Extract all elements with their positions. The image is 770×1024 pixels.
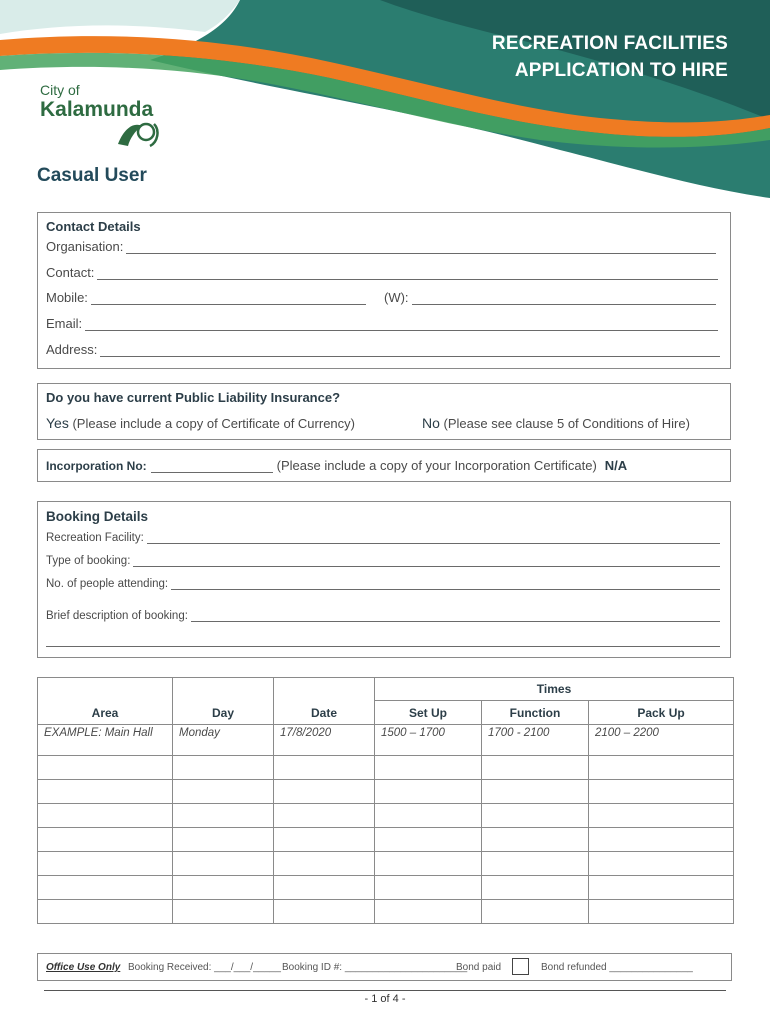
recreation-facility-field[interactable] (46, 532, 720, 544)
table-cell[interactable] (589, 780, 734, 804)
table-cell[interactable] (38, 852, 173, 876)
people-attending-field[interactable] (46, 578, 720, 590)
insurance-no-option[interactable]: No (422, 415, 440, 431)
contact-details-title: Contact Details (46, 219, 141, 234)
col-header-date: Date (274, 678, 375, 725)
table-row (38, 852, 734, 876)
example-area: EXAMPLE: Main Hall (38, 725, 173, 756)
table-cell[interactable] (274, 852, 375, 876)
table-cell[interactable] (375, 828, 482, 852)
contact-details-section (37, 212, 731, 369)
booking-id-field[interactable]: Booking ID #: ______________________ (282, 962, 468, 973)
email-field[interactable] (46, 316, 718, 331)
table-row (38, 804, 734, 828)
table-cell[interactable] (274, 828, 375, 852)
table-cell[interactable] (38, 780, 173, 804)
table-cell[interactable] (274, 876, 375, 900)
table-cell[interactable] (375, 876, 482, 900)
example-day: Monday (173, 725, 274, 756)
title-line-1: RECREATION FACILITIES (491, 33, 728, 54)
city-logo (40, 82, 165, 152)
table-cell[interactable] (173, 852, 274, 876)
office-use-label: Office Use Only (46, 962, 121, 973)
booking-description-line-2[interactable] (46, 635, 720, 647)
people-attending-label: No. of people attending: (46, 578, 169, 590)
incorporation-na-option[interactable]: N/A (604, 458, 628, 473)
col-header-day: Day (173, 678, 274, 725)
booking-details-title: Booking Details (46, 509, 149, 524)
work-phone-label: (W): (384, 290, 409, 305)
table-row (38, 756, 734, 780)
insurance-yes-option[interactable]: Yes (46, 415, 69, 431)
table-row (38, 780, 734, 804)
address-field[interactable] (46, 342, 720, 357)
organisation-field[interactable] (46, 239, 716, 254)
table-cell[interactable] (375, 804, 482, 828)
table-cell[interactable] (274, 756, 375, 780)
table-row (38, 900, 734, 924)
table-cell[interactable] (274, 780, 375, 804)
booking-details-section (37, 501, 731, 658)
table-cell[interactable] (589, 828, 734, 852)
table-cell[interactable] (38, 804, 173, 828)
table-cell[interactable] (173, 780, 274, 804)
table-cell[interactable] (173, 828, 274, 852)
table-cell[interactable] (482, 756, 589, 780)
table-cell[interactable] (589, 804, 734, 828)
incorporation-label: Incorporation No: (46, 459, 147, 473)
table-row (38, 828, 734, 852)
booking-type-field[interactable] (46, 555, 720, 567)
table-cell[interactable] (375, 900, 482, 924)
table-cell[interactable] (173, 804, 274, 828)
table-cell[interactable] (482, 876, 589, 900)
incorporation-section (37, 449, 731, 482)
work-phone-field[interactable] (384, 290, 716, 305)
mobile-field[interactable] (46, 290, 366, 305)
bond-refunded-field[interactable]: Bond refunded _______________ (541, 962, 693, 973)
example-function: 1700 - 2100 (482, 725, 589, 756)
table-cell[interactable] (482, 900, 589, 924)
bond-paid-label: Bond paid (456, 962, 502, 973)
table-cell[interactable] (482, 852, 589, 876)
table-cell[interactable] (482, 804, 589, 828)
table-cell[interactable] (173, 876, 274, 900)
insurance-yes-note: (Please include a copy of Certificate of Currency) (72, 416, 355, 431)
bond-paid-checkbox[interactable] (512, 958, 529, 975)
email-label: Email: (46, 316, 83, 331)
table-cell[interactable] (38, 900, 173, 924)
recreation-facility-label: Recreation Facility: (46, 532, 144, 544)
table-cell[interactable] (173, 900, 274, 924)
table-cell[interactable] (589, 900, 734, 924)
footer-divider (44, 990, 726, 991)
contact-field[interactable] (46, 265, 718, 280)
table-cell[interactable] (274, 900, 375, 924)
contact-label: Contact: (46, 265, 95, 280)
incorporation-input[interactable] (151, 461, 273, 473)
insurance-section (37, 383, 731, 440)
booking-times-table (37, 677, 734, 924)
booking-description-field[interactable] (46, 610, 720, 622)
insurance-question: Do you have current Public Liability Insurance? (46, 390, 341, 405)
table-cell[interactable] (375, 780, 482, 804)
table-cell[interactable] (589, 756, 734, 780)
booking-received-field[interactable]: Booking Received: ___/___/_____ (128, 962, 281, 973)
page-number: - 1 of 4 - (364, 993, 406, 1005)
organisation-label: Organisation: (46, 239, 124, 254)
mobile-label: Mobile: (46, 290, 88, 305)
booking-type-label: Type of booking: (46, 555, 131, 567)
table-cell[interactable] (38, 756, 173, 780)
table-cell[interactable] (38, 828, 173, 852)
table-cell[interactable] (589, 876, 734, 900)
insurance-no-note: (Please see clause 5 of Conditions of Hire) (443, 416, 690, 431)
table-cell[interactable] (589, 852, 734, 876)
example-packup: 2100 – 2200 (589, 725, 734, 756)
table-cell[interactable] (482, 780, 589, 804)
table-cell[interactable] (482, 828, 589, 852)
col-header-setup: Set Up (375, 701, 482, 725)
example-date: 17/8/2020 (274, 725, 375, 756)
table-row (38, 876, 734, 900)
booking-description-label: Brief description of booking: (46, 610, 188, 622)
table-cell[interactable] (375, 852, 482, 876)
logo-line-2: Kalamunda (40, 98, 154, 121)
title-line-2: APPLICATION TO HIRE (514, 60, 728, 81)
table-cell[interactable] (173, 756, 274, 780)
incorporation-note: (Please include a copy of your Incorporation Certificate) (276, 458, 597, 473)
col-header-packup: Pack Up (589, 701, 734, 725)
col-header-function: Function (482, 701, 589, 725)
document-title (492, 30, 728, 84)
table-row-example (38, 725, 734, 756)
logo-line-1: City of (40, 82, 80, 98)
page-subtitle: Casual User (37, 165, 147, 186)
table-cell[interactable] (375, 756, 482, 780)
logo-emblem-icon (116, 118, 161, 148)
example-setup: 1500 – 1700 (375, 725, 482, 756)
col-header-area: Area (38, 678, 173, 725)
table-cell[interactable] (274, 804, 375, 828)
office-use-section (37, 953, 732, 981)
col-header-times: Times (375, 678, 734, 701)
table-cell[interactable] (38, 876, 173, 900)
address-label: Address: (46, 342, 98, 357)
